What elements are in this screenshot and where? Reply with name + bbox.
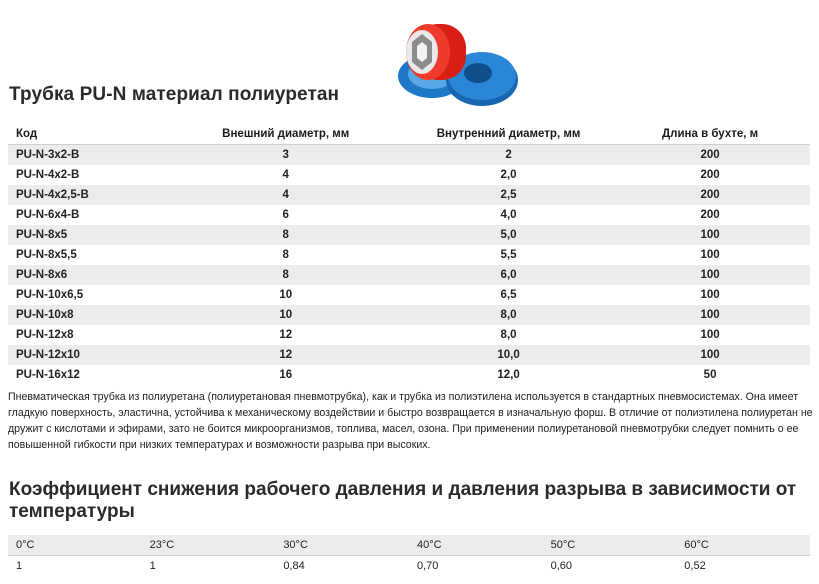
cell-outer: 8 <box>282 249 289 261</box>
cell-code: PU-N-16x12 <box>16 369 80 381</box>
cell-inner: 4,0 <box>500 209 517 221</box>
cell-inner: 12,0 <box>497 369 520 381</box>
cell-outer: 8 <box>164 265 406 285</box>
table-row <box>8 285 810 305</box>
temp-value-cell: 1 <box>8 556 142 577</box>
cell-inner: 6,5 <box>500 289 517 301</box>
cell-code: PU-N-8x6 <box>8 265 164 285</box>
temp-values-row <box>8 556 810 577</box>
temp-header-cell: 23°C <box>142 535 276 556</box>
cell-inner: 5,5 <box>500 249 517 261</box>
cell-inner: 2,5 <box>407 185 610 205</box>
table-row <box>8 365 810 385</box>
description-paragraph: Пневматическая трубка из полиуретана (полиуретановая пневмотрубка), как и трубка из полиэтилена используется в стандартных пневмосистемах. Она имеет гладкую поверхность, эластична, устойчива к механическому воздействии и быстро возвращается в изначальную форш. В отличие от полиэтилена полиуретан не дружит с кислотами и эфирами, зато не боится микроорганизмов, топлива, масел, озона. При применении полиуретановой пневмотрубки следует помнить о ее повышенной гибкости при низких температурах и возможности разрыва при высоких. <box>8 391 813 451</box>
table-row <box>8 345 810 365</box>
cell-length: 100 <box>610 305 810 325</box>
table-row <box>8 305 810 325</box>
temp-value-cell: 0,84 <box>275 556 409 577</box>
temp-value-cell: 0,70 <box>409 556 543 577</box>
cell-length: 100 <box>610 225 810 245</box>
cell-inner: 6,0 <box>407 265 610 285</box>
cell-code: PU-N-3x2-B <box>8 145 164 166</box>
cell-inner: 2,0 <box>500 169 517 181</box>
tube-spec-table <box>8 124 810 385</box>
cell-code: PU-N-12x8 <box>16 329 74 341</box>
cell-outer: 10 <box>279 289 293 301</box>
cell-code: PU-N-8x5,5 <box>16 249 77 261</box>
cell-outer: 12 <box>164 345 406 365</box>
cell-outer: 4 <box>164 185 406 205</box>
cell-inner: 8,0 <box>407 305 610 325</box>
cell-length: 200 <box>610 185 810 205</box>
cell-length: 100 <box>700 289 720 301</box>
cell-inner: 10,0 <box>407 345 610 365</box>
temp-value-cell: 0,52 <box>676 556 810 577</box>
cell-code: PU-N-10x8 <box>8 305 164 325</box>
temp-header-cell: 40°C <box>409 535 543 556</box>
cell-length: 100 <box>610 265 810 285</box>
table-row <box>8 225 810 245</box>
table-row <box>8 165 810 185</box>
cell-inner: 2 <box>407 145 610 166</box>
cell-outer: 6 <box>282 209 289 221</box>
table-row <box>8 205 810 225</box>
cell-code: PU-N-4x2,5-B <box>8 185 164 205</box>
col-header-coil-length: Длина в бухте, м <box>610 124 810 145</box>
table-header-row <box>8 124 810 145</box>
cell-inner: 5,0 <box>407 225 610 245</box>
cell-outer: 10 <box>164 305 406 325</box>
cell-outer: 8 <box>164 225 406 245</box>
temp-value-cell: 1 <box>142 556 276 577</box>
cell-code: PU-N-8x5 <box>8 225 164 245</box>
temp-header-cell: 50°C <box>543 535 677 556</box>
cell-length: 200 <box>700 209 720 221</box>
table-row <box>8 245 810 265</box>
page-title: Трубка PU-N материал полиуретан <box>9 84 340 105</box>
cell-outer: 16 <box>279 369 293 381</box>
cell-length: 100 <box>610 345 810 365</box>
temp-header-cell: 30°C <box>275 535 409 556</box>
temp-header-row <box>8 535 810 556</box>
cell-length: 200 <box>700 169 720 181</box>
section-title: Коэффициент снижения рабочего давления и давления разрыва в зависимости от температуры <box>9 479 797 522</box>
table-row <box>8 325 810 345</box>
col-header-inner-diameter: Внутренний диаметр, мм <box>407 124 610 145</box>
cell-inner: 8,0 <box>500 329 517 341</box>
tube-coils-image <box>392 18 524 108</box>
table-row <box>8 265 810 285</box>
cell-code: PU-N-4x2-B <box>16 169 80 181</box>
table-row <box>8 145 810 166</box>
cell-outer: 3 <box>164 145 406 166</box>
cell-length: 50 <box>703 369 717 381</box>
col-header-outer-diameter: Внешний диаметр, мм <box>164 124 406 145</box>
temp-header-cell: 0°C <box>8 535 142 556</box>
cell-outer: 4 <box>282 169 289 181</box>
temp-header-cell: 60°C <box>676 535 810 556</box>
cell-code: PU-N-10x6,5 <box>16 289 84 301</box>
table-row <box>8 185 810 205</box>
cell-outer: 12 <box>279 329 293 341</box>
temp-value-cell: 0,60 <box>543 556 677 577</box>
cell-code: PU-N-12x10 <box>8 345 164 365</box>
temperature-coefficient-table <box>8 535 810 576</box>
cell-length: 100 <box>700 249 720 261</box>
col-header-code: Код <box>8 124 164 145</box>
cell-code: PU-N-6x4-B <box>16 209 80 221</box>
cell-length: 200 <box>610 145 810 166</box>
cell-length: 100 <box>700 329 720 341</box>
